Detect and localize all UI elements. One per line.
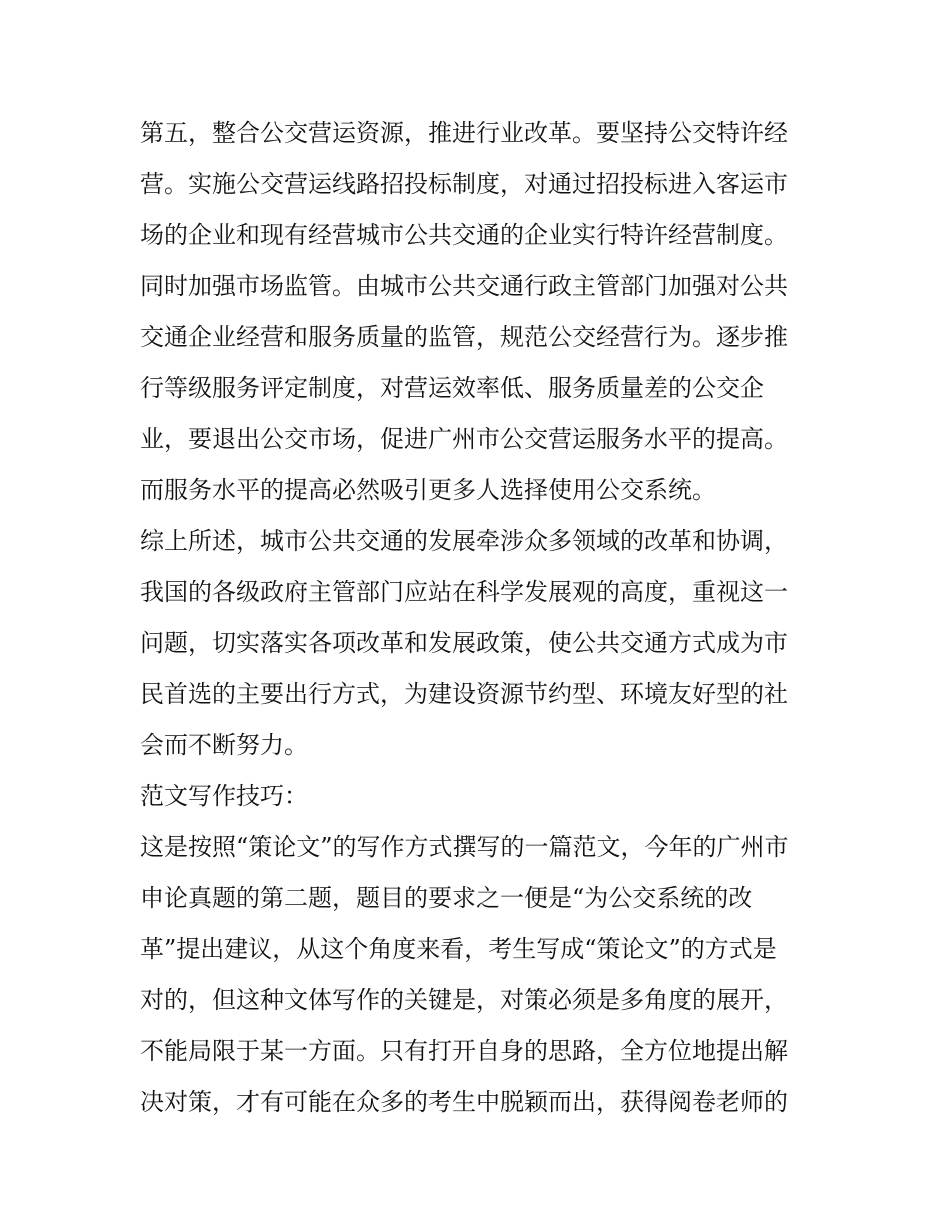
text-line: 民首选的主要出行方式，为建设资源节约型、环境友好型的社 — [140, 680, 788, 708]
section-heading: 范文写作技巧： — [140, 782, 308, 810]
text-line: 我国的各级政府主管部门应站在科学发展观的高度，重视这一 — [140, 578, 788, 606]
text-line: 第五，整合公交营运资源，推进行业改革。要坚持公交特许经 — [140, 119, 788, 147]
body-text — [140, 108, 820, 1128]
text-line: 场的企业和现有经营城市公共交通的企业实行特许经营制度。 — [140, 221, 788, 249]
text-line: 不能局限于某一方面。只有打开自身的思路，全方位地提出解 — [140, 1037, 788, 1065]
text-line: 而服务水平的提高必然吸引更多人选择使用公交系统。 — [140, 476, 716, 504]
text-line: 申论真题的第二题，题目的要求之一便是“为公交系统的改 — [140, 884, 753, 912]
text-line: 对的，但这种文体写作的关键是，对策必须是多角度的展开， — [140, 986, 788, 1014]
text-line: 业，要退出公交市场，促进广州市公交营运服务水平的提高。 — [140, 425, 788, 453]
text-line: 问题，切实落实各项改革和发展政策，使公共交通方式成为市 — [140, 629, 788, 657]
text-line: 综上所述，城市公共交通的发展牵涉众多领域的改革和协调， — [140, 527, 788, 555]
text-line: 这是按照“策论文”的写作方式撰写的一篇范文，今年的广州市 — [140, 833, 789, 861]
text-line: 会而不断努力。 — [140, 731, 308, 759]
text-line: 决对策，才有可能在众多的考生中脱颖而出，获得阅卷老师的 — [140, 1088, 788, 1116]
text-line: 行等级服务评定制度，对营运效率低、服务质量差的公交企 — [140, 374, 764, 402]
text-line: 营。实施公交营运线路招投标制度，对通过招投标进入客运市 — [140, 170, 788, 198]
text-line: 交通企业经营和服务质量的监管，规范公交经营行为。逐步推 — [140, 323, 788, 351]
text-line: 革”提出建议，从这个角度来看，考生写成“策论文”的方式是 — [140, 935, 777, 963]
text-line: 同时加强市场监管。由城市公共交通行政主管部门加强对公共 — [140, 272, 788, 300]
